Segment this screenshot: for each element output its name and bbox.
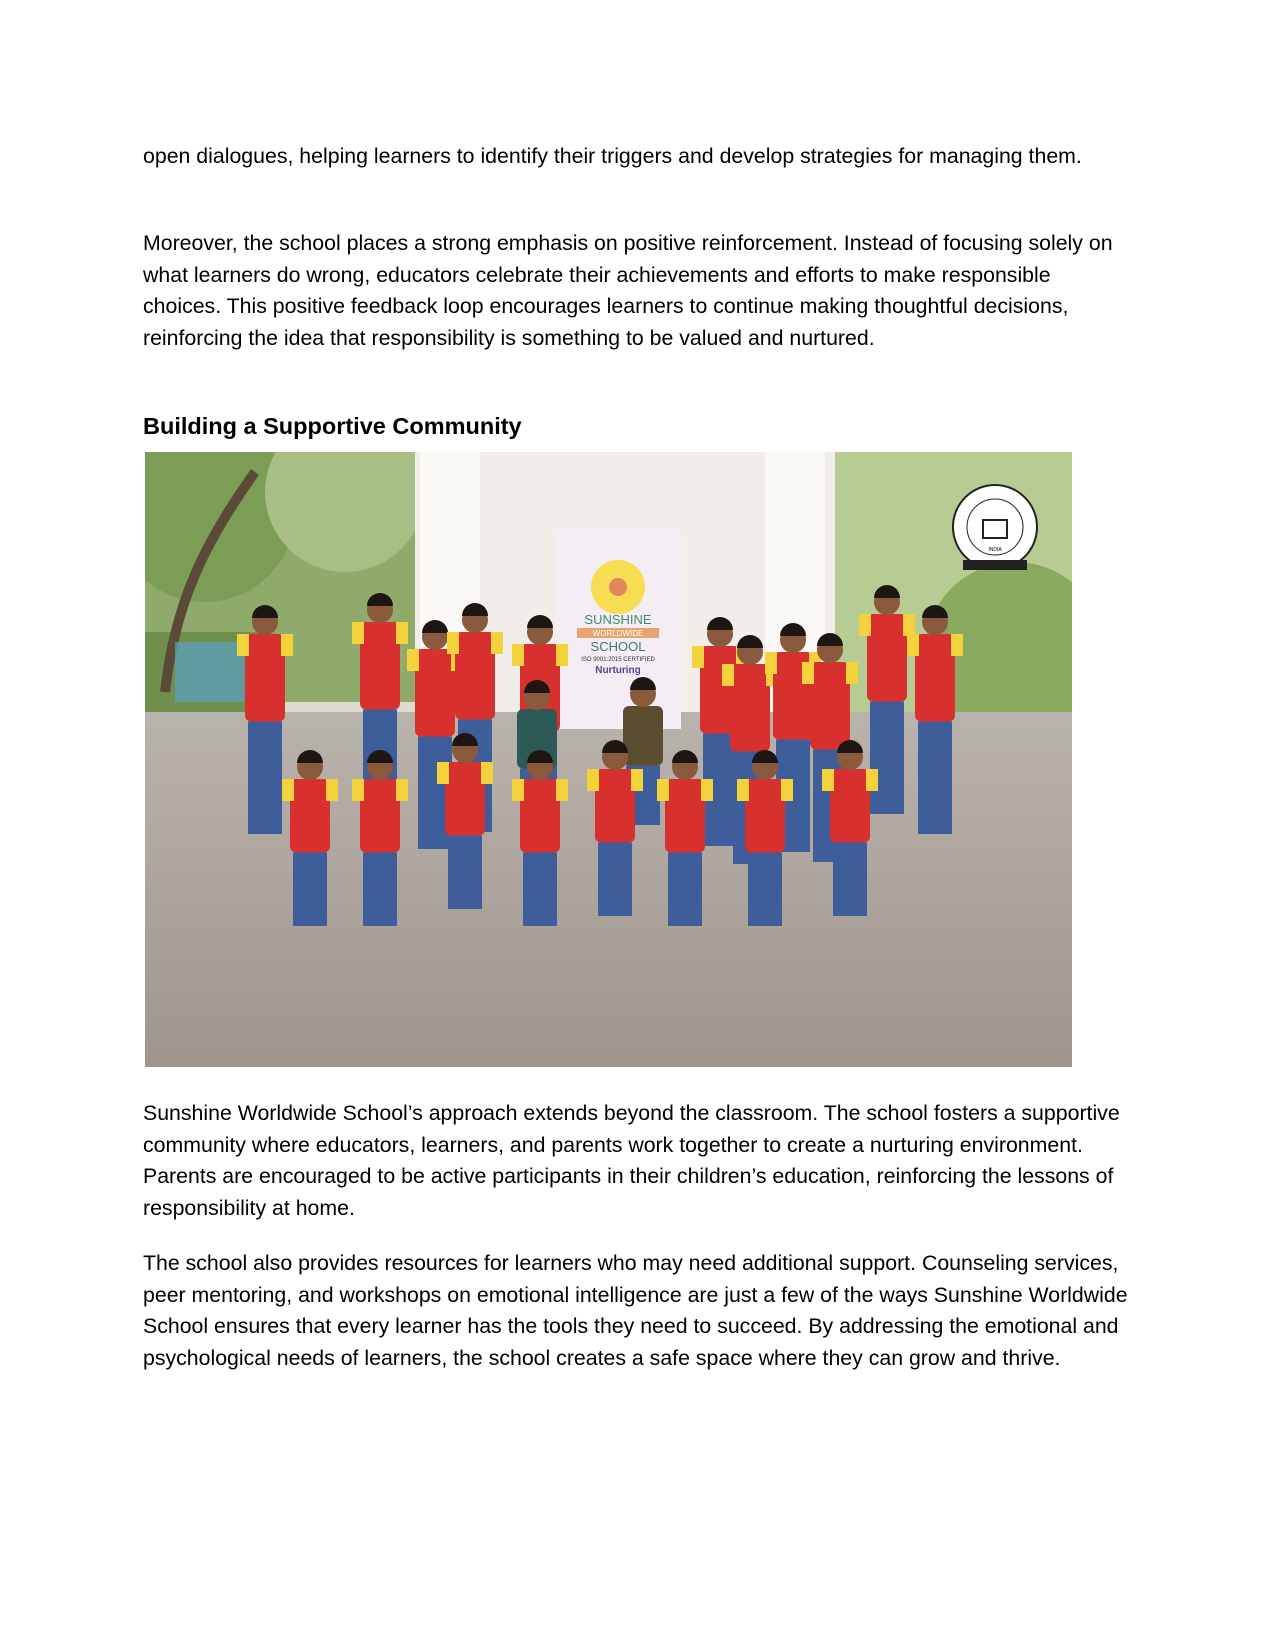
school-banner — [555, 529, 681, 729]
group-photo — [145, 452, 1072, 1067]
svg-text:ISO 9001:2015 CERTIFIED: ISO 9001:2015 CERTIFIED — [581, 657, 655, 663]
svg-text:SUNSHINE: SUNSHINE — [584, 612, 652, 627]
cbse-logo — [953, 485, 1037, 570]
svg-text:WORLDWIDE: WORLDWIDE — [592, 629, 644, 638]
paragraph-intro: open dialogues, helping learners to identify their triggers and develop strategies for managing them. — [143, 144, 1082, 168]
section-heading: Building a Supportive Community — [143, 413, 522, 439]
paragraph-positive-reinforcement: Moreover, the school places a strong emphasis on positive reinforcement. Instead of focusing solely on what learners do wrong, educators celebrate their achievements and efforts to make responsible choices. This positive feedback loop encourages learners to continue making thoughtful decisions, reinforcing the idea that responsibility is something to be valued and nurtured. — [143, 231, 1113, 350]
banner-tagline: Nurturing — [595, 665, 641, 676]
paragraph-community: Sunshine Worldwide School’s approach extends beyond the classroom. The school fosters a supportive community where educators, learners, and parents work together to create a nurturing environment. Parents are encouraged to be active participants in their children’s education, reinforcing the lessons of responsibility at home. — [143, 1101, 1120, 1220]
svg-text:INDIA: INDIA — [988, 547, 1002, 553]
paragraph-resources: The school also provides resources for learners who may need additional support. Counseling services, peer mentoring, and workshops on emotional intelligence are just a few of the ways Sunshine Worldwide School ensures that every learner has the tools they need to succeed. By addressing the emotional and psychological needs of learners, the school creates a safe space where they can grow and thrive. — [143, 1251, 1128, 1370]
svg-text:SCHOOL: SCHOOL — [590, 639, 646, 654]
